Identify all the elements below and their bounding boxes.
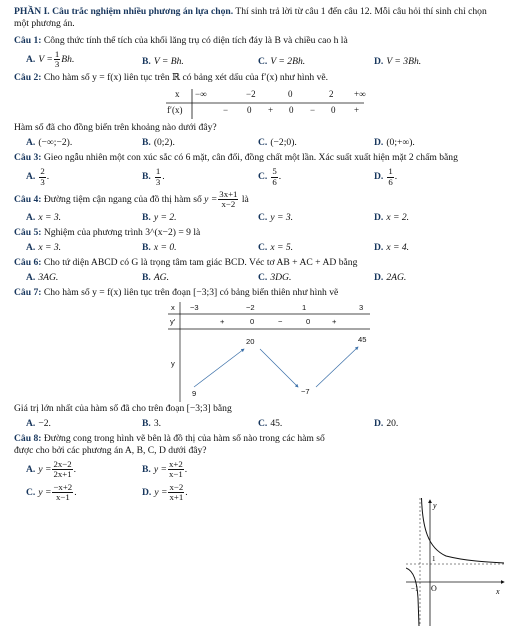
question-1 [14,35,504,47]
q2-option-a[interactable]: A. (−∞;−2). [26,137,73,149]
sign-value: + [354,105,360,116]
graph-tick-1: 1 [432,555,436,563]
question-1-text: Công thức tính thể tích của khối lăng trụ có diện tích đáy là B và chiều cao h là [43,34,348,46]
question-2-text: Cho hàm số y = f(x) liên tục trên ℝ có bảng xét dấu của f′(x) như hình vẽ. [43,72,329,84]
fraction: $\frac{x+2}{x-1}$ [168,459,183,480]
q2-option-c[interactable]: C. (−2;0). [258,137,297,149]
sign-row-fprime: f′(x) [167,105,183,116]
q6-option-d[interactable]: D. 2AG. [374,272,407,284]
question-6-options [26,272,504,284]
question-7-text: Cho hàm số y = f(x) liên tục trên đoạn [−3;3] có bảng biến thiên như hình vẽ [43,287,339,299]
q4-option-d[interactable]: D. x = 2. [374,212,410,224]
q4-option-c[interactable]: C. y = 3. [258,212,294,224]
q5-option-d[interactable]: D. x = 4. [374,242,410,254]
function-graph [406,498,506,626]
question-7-options [26,418,504,430]
vt-sign: 0 [306,317,311,327]
question-5-text: Nghiệm của phương trình 3^(x−2) = 9 là [43,227,201,239]
question-8-head: Câu 8: [14,433,42,445]
sign-table [14,88,504,120]
q5-option-c[interactable]: C. x = 5. [258,242,294,254]
question-3-options [26,167,504,186]
graph-y-label: y [433,501,437,510]
q8-option-a[interactable]: A. y = $\frac{2x-2}{2x+1}$ . [26,459,77,480]
sign-table-lines [14,88,504,120]
vt-row-x: x [171,303,175,313]
question-3-head: Câu 3: [14,152,42,164]
vt-y-value: 20 [246,337,255,347]
q7-option-b[interactable]: B. 3. [142,418,162,430]
vt-sign: + [220,317,225,327]
graph-origin: O [431,584,437,593]
fraction: $\frac{2}{3}$ [40,166,45,187]
part-intro [14,6,504,30]
left-branch [406,568,419,626]
vt-y-value: −7 [301,387,310,397]
q7-option-a[interactable]: A. −2. [26,418,51,430]
sign-value: 0 [289,105,294,116]
vt-sign: + [332,317,337,327]
vt-y-value: 45 [358,335,367,345]
fraction: $\frac{x-2}{x+1}$ [169,481,184,502]
vt-row-yprime: y′ [170,317,176,327]
question-6-head: Câu 6: [14,257,42,269]
fraction: $\frac{2x-2}{2x+1}$ [53,459,72,480]
question-3 [14,152,504,164]
question-6 [14,257,504,269]
sign-x-value: +∞ [354,89,366,100]
graph-tick-minus-1: −1 [411,585,419,593]
q5-option-a[interactable]: A. x = 3. [26,242,62,254]
sign-value: 0 [331,105,336,116]
graph-x-label: x [496,587,500,596]
q5-option-b[interactable]: B. x = 0. [142,242,177,254]
q4-option-a[interactable]: A. x = 3. [26,212,62,224]
vt-x-value: −2 [246,303,255,313]
fraction: $\frac{1}{6}$ [388,166,393,187]
vt-x-value: 3 [359,303,364,313]
q2-option-b[interactable]: B. (0;2). [142,137,175,149]
q6-option-a[interactable]: A. 3AG. [26,272,59,284]
fraction: $\frac{3x+1}{x-2}$ [219,188,238,210]
q1-option-c[interactable]: C. V = 2Bh. [258,55,306,67]
part-instruction: Thí sinh trả lời từ câu 1 đến câu 12. Mỗi câu hỏi thí sinh chỉ chọn một phương án. [14,6,487,29]
question-8-text: Đường cong trong hình vẽ bên là đồ thị của hàm số nào trong các hàm số được cho bởi các phương án A, B, C, D dưới đây? [14,433,325,457]
question-4-text: Đường tiệm cận ngang của đồ thị hàm số [43,193,202,205]
vt-row-y: y [171,359,175,369]
question-7 [14,287,504,299]
question-1-options [26,50,504,69]
question-1-head: Câu 1: [14,34,42,46]
question-4: Câu 4: Đường tiệm cận ngang của đồ thị hàm số y = $\frac{3x+1}{x-2}$ là [14,188,249,210]
q3-option-d[interactable]: D. $\frac{1}{6}$ . [374,166,398,187]
sign-value: − [310,105,316,116]
sign-row-x: x [175,89,180,100]
q8-option-d[interactable]: D. y = $\frac{x-2}{x+1}$ . [142,481,188,502]
sign-x-value: 2 [329,89,334,100]
question-8 [14,433,334,457]
question-2-options [26,137,504,149]
sign-x-value: −2 [246,89,256,100]
variation-table-lines [14,301,504,403]
question-6-text: Cho tứ diện ABCD có G là trọng tâm tam giác BCD. Véc tơ AB + AC + AD bằng [43,257,358,269]
q2-option-d[interactable]: D. (0;+∞). [374,137,415,149]
vt-sign: − [278,317,283,327]
question-5-options [26,242,504,254]
fraction: $\frac{1}{3}$ [54,48,60,70]
q6-option-c[interactable]: C. 3DG. [258,272,292,284]
fraction: $\frac{-x+2}{x-1}$ [53,481,73,502]
question-2 [14,72,504,84]
question-8-options-row1 [26,460,504,479]
fraction: $\frac{5}{6}$ [272,166,277,187]
q6-option-b[interactable]: B. AG. [142,272,169,284]
vt-x-value: 1 [302,303,307,313]
fraction: $\frac{1}{3}$ [155,166,161,187]
vt-y-value: 9 [192,389,197,399]
question-2-head: Câu 2: [14,72,42,84]
part-title: PHẦN I. Câu trắc nghiệm nhiều phương án lựa chọn. [14,6,234,17]
exam-page [14,6,504,502]
q1-option-d[interactable]: D. V = 3Bh. [374,55,422,67]
q7-option-d[interactable]: D. 20. [374,418,399,430]
sign-value: + [268,105,274,116]
question-7-prompt: Giá trị lớn nhất của hàm số đã cho trên đoạn [−3;3] bằng [14,403,232,415]
sign-x-value: 0 [288,89,293,100]
question-3-text: Gieo ngẫu nhiên một con xúc sắc có 6 mặt, cân đối, đồng chất một lần. Xác suất xuất hiện mặt 2 chấm bằng [43,152,458,164]
q3-option-c[interactable]: C. $\frac{5}{6}$ . [258,166,282,187]
question-4-head: Câu 4: [14,193,42,205]
vt-sign: 0 [250,317,255,327]
question-2-prompt: Hàm số đã cho đồng biến trên khoảng nào dưới đây? [14,122,217,134]
q8-option-c[interactable]: C. y = $\frac{-x+2}{x-1}$ . [26,481,77,502]
sign-value: − [223,105,229,116]
sign-value: 0 [247,105,252,116]
q3-option-b[interactable]: B. $\frac{1}{3}$ . [142,166,165,187]
q7-option-c[interactable]: C. 45. [258,418,283,430]
q8-option-b[interactable]: B. y = $\frac{x+2}{x-1}$ . [142,459,188,480]
question-7-head: Câu 7: [14,287,42,299]
vt-x-value: −3 [190,303,199,313]
question-4-options [26,212,504,224]
q1-option-a[interactable]: A. V = $\frac{1}{3}$ Bh. [26,48,75,70]
q4-option-b[interactable]: B. y = 2. [142,212,177,224]
sign-x-value: −∞ [195,89,207,100]
q3-option-a[interactable]: A. $\frac{2}{3}$ . [26,166,50,187]
q1-option-b[interactable]: B. V = Bh. [142,55,184,67]
question-5 [14,227,504,239]
question-5-head: Câu 5: [14,227,42,239]
variation-table [14,301,504,403]
